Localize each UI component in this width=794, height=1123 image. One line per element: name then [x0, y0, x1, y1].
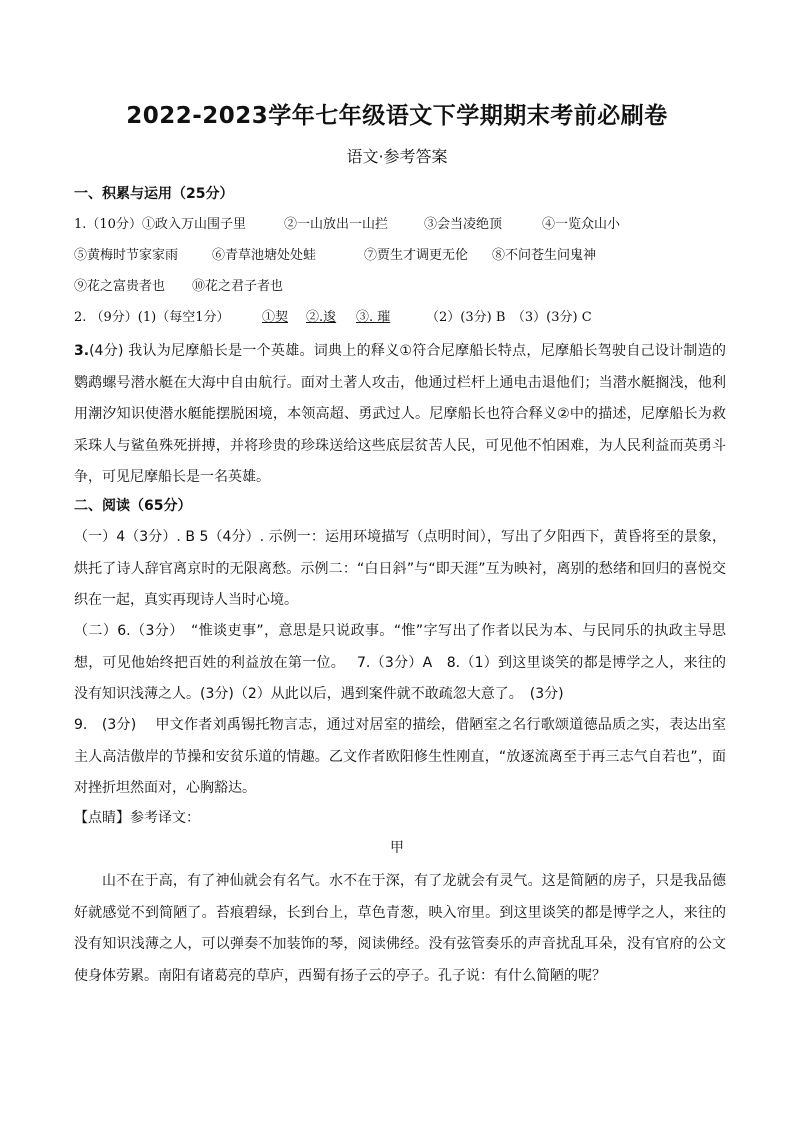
q2-answer-b: ②.逡: [306, 310, 337, 325]
q3-text: (4分) 我认为尼摩船长是一个英雄。词典上的释义①符合尼摩船长特点，尼摩船长驾驶自己设计制造的鹦鹉螺号潜水艇在大海中自由航行。面对土著人攻击，他通过栏杆上通电击退他们；当潜水艇搁浅，他利用潮汐知识使潜水艇能摆脱困境，本领高超、勇武过人。尼摩船长也符合释义②中的描述，尼摩船长为救采珠人与鲨鱼殊死拼搏，并将珍贵的珍珠送给这些底层贫苦人民，可见他不怕困难，为人民利益而英勇斗争，可见尼摩船长是一名英雄。: [74, 343, 726, 485]
q1-answer-1: 1.（10分）①政入万山围子里: [74, 217, 246, 232]
q3-answer: [74, 336, 726, 494]
q1-answer-3: ③会当凌绝顶: [424, 217, 503, 232]
reading-part-2: （二）6.（3分） “惟谈吏事”，意思是只说政事。“惟”字写出了作者以民为本、与民同乐的执政主导思想，可见他始终把百姓的利益放在第一位。 7.（3分）A 8.（1）到这里谈笑的都是博学之人，来往的没有知识浅薄之人。(3分)（2）从此以后，遇到案件就不敢疏忽大意了。 (3分): [74, 623, 726, 702]
q1-answer-4: ④一览众山小: [542, 217, 621, 232]
q1-answer-5: ⑤黄梅时节家家雨: [74, 248, 179, 263]
q2-prefix: 2. （9分）(1)（每空1分）: [74, 310, 230, 325]
passage-jia-label: 甲: [390, 840, 404, 856]
reading-part-1: （一）4（3分）. B 5（4分）. 示例一：运用环境描写（点明时间），写出了夕阳西下，黄昏将至的景象，烘托了诗人辞官离京时的无限离愁。示例二：“白日斜”与“即天涯”互为映衬，离别的愁绪和回归的喜悦交织在一起，真实再现诗人当时心境。: [74, 529, 726, 608]
q3-label: 3.: [74, 343, 90, 359]
q2-answer-c: ③. 璀: [356, 310, 391, 325]
q1-line-2: [74, 246, 596, 266]
reading-q9: 9. (3分) 甲文作者刘禹锡托物言志，通过对居室的描绘，借陋室之名行歌颂道德品质之实，表达出室主人高洁傲岸的节操和安贫乐道的情趣。乙文作者欧阳修生性刚直，“放逐流离至于再三志气自若也”，面对挫折坦然面对，心胸豁达。: [74, 717, 726, 796]
translation-text: 山不在于高，有了神仙就会有名气。水不在于深，有了龙就会有灵气。这是简陋的房子，只是我品德好就感觉不到简陋了。苔痕碧绿，长到台上，草色青葱，映入帘里。到这里谈笑的都是博学之人，来往的没有知识浅薄之人，可以弹奏不加装饰的琴，阅读佛经。没有弦管奏乐的声音扰乱耳朵，没有官府的公文使身体劳累。南阳有诸葛亮的草庐，西蜀有扬子云的亭子。孔子说：有什么简陋的呢？: [74, 873, 726, 984]
q1-answer-10: ⑩花之君子者也: [192, 279, 284, 294]
section-1-heading: 一、积累与运用（25分）: [74, 186, 234, 202]
q2-answer-a: ①契: [262, 310, 289, 325]
q1-answer-8: ⑧不问苍生问鬼神: [492, 248, 597, 263]
q1-line-3: [74, 277, 283, 297]
q2-rest: （2）(3分) B （3）(3分) C: [426, 310, 592, 325]
translation-heading: 【点睛】参考译文：: [74, 810, 200, 826]
q1-answer-7: ⑦贾生才调更无伦: [364, 248, 469, 263]
section-2-heading: 二、阅读（65分）: [74, 498, 192, 514]
q2-line: [74, 308, 592, 328]
q1-line-1: [74, 215, 620, 235]
q1-answer-9: ⑨花之富贵者也: [74, 279, 166, 294]
page-subtitle: 语文·参考答案: [346, 147, 448, 166]
page-title: 2022-2023学年七年级语文下学期期末考前必刷卷: [126, 103, 668, 129]
q1-answer-6: ⑥青草池塘处处蛙: [212, 248, 317, 263]
q1-answer-2: ②一山放出一山拦: [284, 217, 389, 232]
